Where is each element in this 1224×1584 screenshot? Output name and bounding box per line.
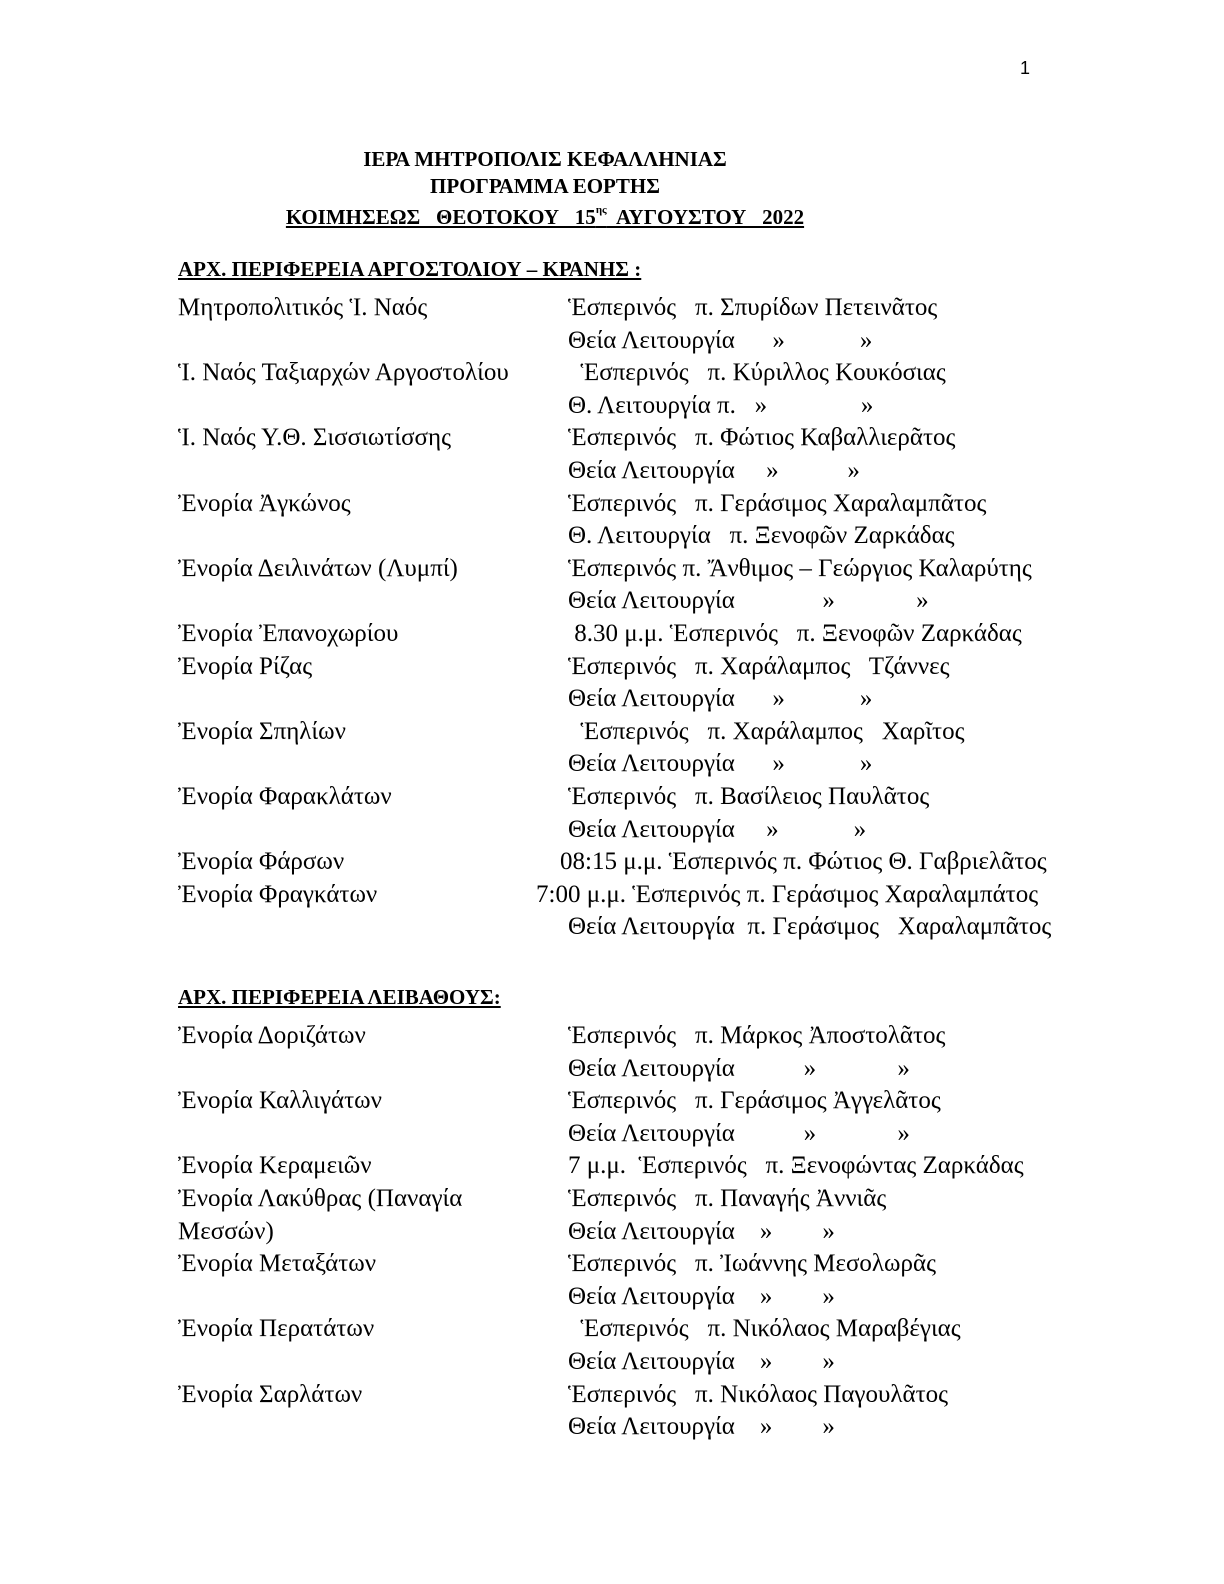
service-line: Ἑσπερινός π. Χαράλαμπος Τζάννες	[568, 652, 950, 680]
entry-list	[178, 292, 1138, 944]
schedule-row	[178, 1085, 1138, 1118]
parish-name: Ἐνορία Φραγκάτων	[178, 880, 378, 908]
service-line-secondary: Θεία Λειτουργία » »	[568, 1217, 835, 1245]
schedule-row	[178, 683, 1138, 716]
schedule-entry	[178, 1150, 1138, 1183]
schedule-entry	[178, 488, 1138, 553]
schedule-entry	[178, 879, 1138, 944]
section-title: ΑΡΧ. ΠΕΡΙΦΕΡΕΙΑ ΑΡΓΟΣΤΟΛΙΟΥ – ΚΡΑΝΗΣ :	[178, 257, 642, 281]
service-line-secondary: Θεία Λειτουργία » »	[568, 815, 867, 843]
service-line: Ἑσπερινός π. Νικόλαος Μαραβέγιας	[568, 1315, 961, 1343]
service-line-secondary: Θεία Λειτουργία » »	[568, 456, 860, 484]
schedule-entry	[178, 1183, 1138, 1248]
header-feast	[0, 200, 1090, 231]
schedule-entry	[178, 553, 1138, 618]
schedule-entry	[178, 781, 1138, 846]
schedule-entry	[178, 357, 1138, 422]
schedule-row	[178, 748, 1138, 781]
header-feast-date: ΑΥΓΟΥΣΤΟΥ 2022	[606, 205, 805, 229]
service-line: Ἑσπερινός π. Χαράλαμπος Χαρῖτος	[568, 717, 965, 745]
service-line: Ἑσπερινός π. Βασίλειος Παυλᾶτος	[568, 782, 930, 810]
service-line: 7:00 μ.μ. Ἑσπερινός π. Γεράσιμος Χαραλαμπάτος	[536, 880, 1039, 908]
service-line: Ἑσπερινός π. Γεράσιμος Ἀγγελᾶτος	[568, 1087, 941, 1115]
schedule-row	[178, 1248, 1138, 1281]
entry-list	[178, 1020, 1138, 1444]
schedule-row	[178, 488, 1138, 521]
header-diocese: ΙΕΡΑ ΜΗΤΡΟΠΟΛΙΣ ΚΕΦΑΛΛΗΝΙΑΣ	[363, 147, 727, 171]
schedule-entry	[178, 716, 1138, 781]
service-line: 8.30 μ.μ. Ἑσπερινός π. Ξενοφῶν Ζαρκάδας	[568, 619, 1022, 647]
schedule-row	[178, 814, 1138, 847]
schedule-row	[178, 1281, 1138, 1314]
schedule-row	[178, 1379, 1138, 1412]
service-line-secondary: Θεία Λειτουργία » »	[568, 1282, 835, 1310]
section-leivathous	[178, 984, 1138, 1444]
service-line-secondary: Θεία Λειτουργία » »	[568, 1054, 910, 1082]
service-line: Ἑσπερινός π. Γεράσιμος Χαραλαμπᾶτος	[568, 489, 987, 517]
parish-name: Μητροπολιτικός Ἱ. Ναός	[178, 294, 428, 321]
service-line-secondary: Θεία Λειτουργία » »	[568, 326, 873, 354]
parish-name: Ἐνορία Ἀγκώνος	[178, 489, 351, 517]
parish-name: Ἐνορία Φαρακλάτων	[178, 782, 392, 810]
service-line: Ἑσπερινός π. Ἰωάννης Μεσολωρᾶς	[568, 1250, 936, 1278]
schedule-entry	[178, 1020, 1138, 1085]
schedule-entry	[178, 846, 1138, 879]
parish-name: Ἐνορία Μεταξάτων	[178, 1250, 377, 1278]
header-feast-main: ΚΟΙΜΗΣΕΩΣ ΘΕΟΤΟΚΟΥ 15	[285, 205, 596, 229]
schedule-entry	[178, 1248, 1138, 1313]
header-program: ΠΡΟΓΡΑΜΜΑ ΕΟΡΤΗΣ	[430, 174, 660, 198]
page-number: 1	[1020, 58, 1031, 78]
header-feast-ordinal: ης	[595, 204, 607, 216]
service-line-secondary: Θεία Λειτουργία » »	[568, 1119, 910, 1147]
schedule-row	[178, 325, 1138, 358]
service-line: Ἑσπερινός π. Νικόλαος Παγουλᾶτος	[568, 1380, 949, 1408]
schedule-row	[178, 1020, 1138, 1053]
parish-name: Ἐνορία Κεραμειῶν	[178, 1152, 372, 1180]
schedule-row	[178, 716, 1138, 749]
parish-name: Ἐνορία Σαρλάτων	[178, 1380, 363, 1408]
schedule-row	[178, 390, 1138, 423]
schedule-row	[178, 1053, 1138, 1086]
section-title: ΑΡΧ. ΠΕΡΙΦΕΡΕΙΑ ΛΕΙΒΑΘΟΥΣ:	[178, 985, 501, 1009]
service-line-secondary: Θεία Λειτουργία » »	[568, 1347, 835, 1375]
service-line: Ἑσπερινός π. Σπυρίδων Πετεινᾶτος	[568, 294, 938, 321]
parish-name: Ἐνορία Περατάτων	[178, 1315, 375, 1343]
service-line: Ἑσπερινός π. Μάρκος Ἀποστολᾶτος	[568, 1022, 946, 1049]
schedule-row	[178, 911, 1138, 944]
schedule-row	[178, 618, 1138, 651]
schedule-entry	[178, 651, 1138, 716]
section-argostoli-krani	[178, 256, 1138, 944]
schedule-row	[178, 422, 1138, 455]
service-line: Ἑσπερινός π. Ἄνθιμος – Γεώργιος Καλαρύτης	[568, 554, 1032, 582]
schedule-entry	[178, 1379, 1138, 1444]
schedule-row	[178, 879, 1138, 912]
schedule-row	[178, 520, 1138, 553]
schedule-row	[178, 846, 1138, 879]
schedule-row	[178, 1313, 1138, 1346]
service-line: Ἑσπερινός π. Φώτιος Καβαλλιερᾶτος	[568, 424, 956, 452]
schedule-row	[178, 357, 1138, 390]
parish-name: Ἐνορία Φάρσων	[178, 848, 345, 876]
parish-name: Ἱ. Ναός Ταξιαρχών Αργοστολίου	[178, 359, 509, 387]
service-line-secondary: Θεία Λειτουργία » »	[568, 750, 873, 778]
service-line-secondary: Θεία Λειτουργία » »	[568, 1413, 835, 1441]
service-line: 08:15 μ.μ. Ἑσπερινός π. Φώτιος Θ. Γαβριελᾶτος	[560, 848, 1047, 876]
schedule-row	[178, 1216, 1138, 1249]
service-line-secondary: Θεία Λειτουργία π. Γεράσιμος Χαραλαμπᾶτος	[568, 913, 1052, 941]
parish-name: Ἐνορία Σπηλίων	[178, 717, 346, 745]
schedule-row	[178, 455, 1138, 488]
schedule-entry	[178, 618, 1138, 651]
service-line: Ἑσπερινός π. Κύριλλος Κουκόσιας	[568, 359, 946, 387]
parish-name: Ἐνορία Καλλιγάτων	[178, 1087, 382, 1115]
parish-name: Ἐνορία Ἐπανοχωρίου	[178, 619, 399, 647]
document-header	[0, 146, 1090, 231]
schedule-row	[178, 585, 1138, 618]
schedule-row	[178, 553, 1138, 586]
schedule-row	[178, 781, 1138, 814]
service-line-secondary: Θεία Λειτουργία » »	[568, 587, 929, 615]
parish-name: Ἐνορία Λακύθρας (Παναγία Μεσσών)	[178, 1184, 463, 1245]
schedule-row	[178, 651, 1138, 684]
schedule-row	[178, 1118, 1138, 1151]
parish-name: Ἐνορία Δοριζάτων	[178, 1022, 366, 1049]
parish-name: Ἐνορία Ρίζας	[178, 652, 313, 680]
service-line-secondary: Θεία Λειτουργία » »	[568, 685, 873, 713]
schedule-row	[178, 1150, 1138, 1183]
schedule-entry	[178, 1313, 1138, 1378]
schedule-entry	[178, 422, 1138, 487]
schedule-row	[178, 292, 1138, 325]
schedule-row	[178, 1346, 1138, 1379]
service-line: Ἑσπερινός π. Παναγής Ἀννιᾶς	[568, 1184, 887, 1212]
schedule-entry	[178, 1085, 1138, 1150]
parish-name: Ἐνορία Δειλινάτων (Λυμπί)	[178, 554, 458, 582]
service-line: 7 μ.μ. Ἑσπερινός π. Ξενοφώντας Ζαρκάδας	[568, 1152, 1024, 1180]
schedule-row	[178, 1411, 1138, 1444]
service-line-secondary: Θ. Λειτουργία π. Ξενοφῶν Ζαρκάδας	[568, 522, 955, 550]
schedule-entry	[178, 292, 1138, 357]
parish-name: Ἱ. Ναός Υ.Θ. Σισσιωτίσσης	[178, 424, 451, 452]
service-line-secondary: Θ. Λειτουργία π. » »	[568, 391, 874, 419]
